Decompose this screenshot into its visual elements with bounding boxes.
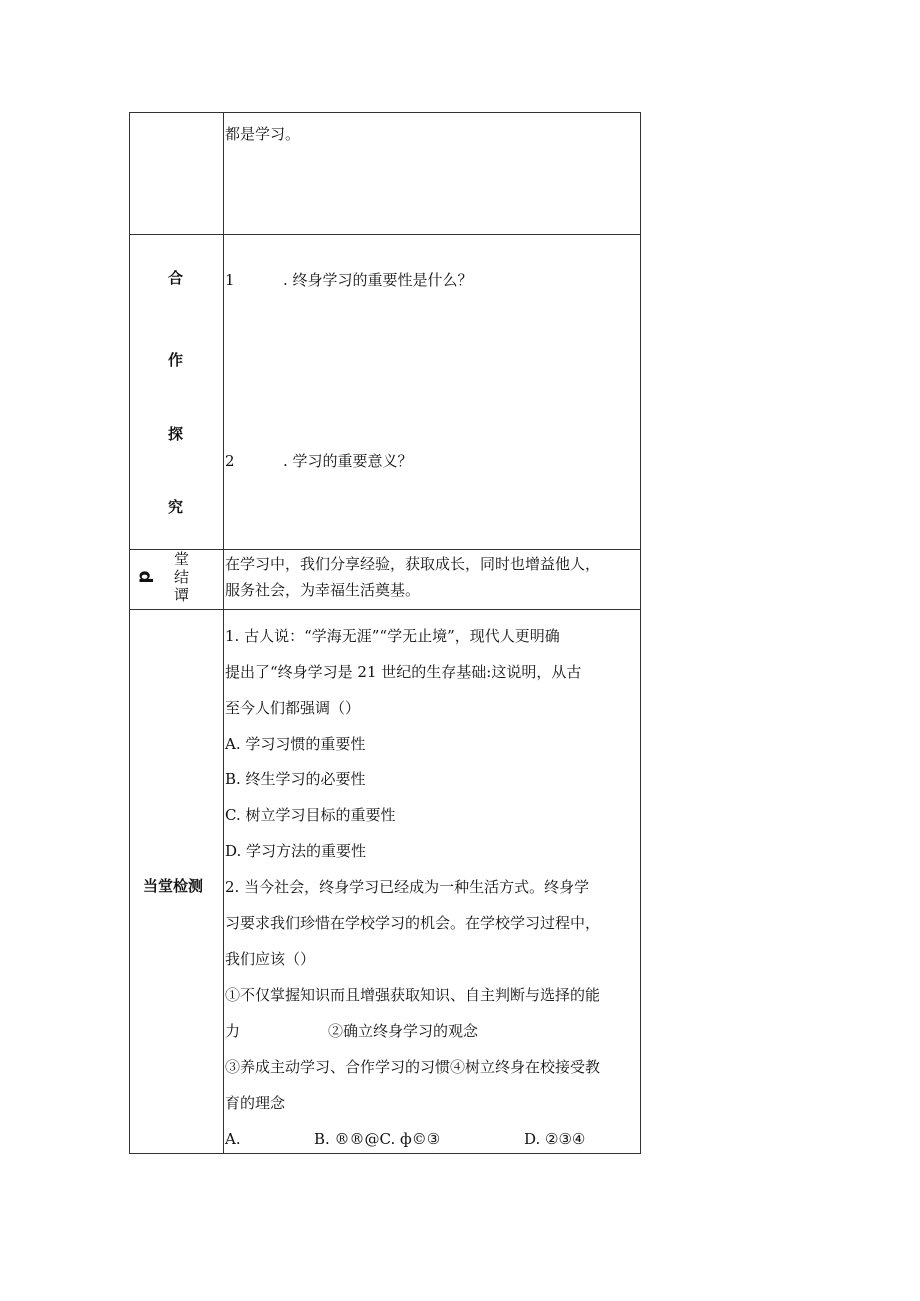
intro-text: 都是学习。: [225, 125, 301, 143]
check-line: ②确立终身学习的观念: [328, 1022, 479, 1040]
summary-mark: p: [133, 570, 155, 584]
check-line: 1. 古人说：“学海无涯”“学无止境”，现代人更明确: [225, 627, 560, 645]
row-divider: [130, 549, 640, 550]
explore-label-1: 合: [168, 269, 184, 287]
check-line: B. 终生学习的必要性: [225, 770, 366, 788]
check-line: 我们应该（）: [225, 950, 316, 968]
check-line: 2. 当今社会，终身学习已经成为一种生活方式。终身学: [225, 878, 590, 896]
question-1-text: . 终身学习的重要性是什么？: [283, 271, 473, 289]
explore-label-4: 究: [168, 498, 184, 516]
check-line: 至今人们都强调（）: [225, 699, 361, 717]
summary-line-2: 服务社会，为幸福生活奠基。: [225, 581, 421, 599]
check-line: 育的理念: [225, 1094, 286, 1112]
summary-label-1: 堂: [174, 550, 190, 568]
summary-line-1: 在学习中，我们分享经验，获取成长，同时也增益他人，: [225, 555, 601, 573]
summary-label-3: 谭: [174, 586, 190, 604]
explore-label-3: 探: [168, 425, 184, 443]
option-d: D. ②③④: [524, 1130, 586, 1148]
column-divider: [223, 113, 224, 1153]
check-line: D. 学习方法的重要性: [225, 842, 367, 860]
check-line: A. 学习习惯的重要性: [225, 735, 366, 753]
check-line: 习要求我们珍惜在学校学习的机会。在学校学习过程中，: [225, 914, 601, 932]
check-line: 提出了“终身学习是 21 世纪的生存基础:这说明，从古: [225, 663, 582, 681]
row-divider: [130, 234, 640, 235]
explore-label-2: 作: [168, 351, 184, 369]
check-label: 当堂检测: [143, 877, 204, 895]
option-b-c: B. ®®@C. ф©③: [314, 1130, 441, 1148]
check-line: 力: [225, 1022, 241, 1040]
option-a: A.: [225, 1130, 241, 1148]
check-line: ①不仅掌握知识而且增强获取知识、自主判断与选择的能: [225, 986, 601, 1004]
check-line: C. 树立学习目标的重要性: [225, 806, 396, 824]
question-2-number: 2: [225, 452, 235, 470]
question-2-text: . 学习的重要意义？: [283, 452, 413, 470]
summary-label-2: 结: [174, 568, 190, 586]
row-divider: [130, 609, 640, 610]
question-1-number: 1: [225, 271, 235, 289]
check-line: ③养成主动学习、合作学习的习惯④树立终身在校接受教: [225, 1058, 601, 1076]
